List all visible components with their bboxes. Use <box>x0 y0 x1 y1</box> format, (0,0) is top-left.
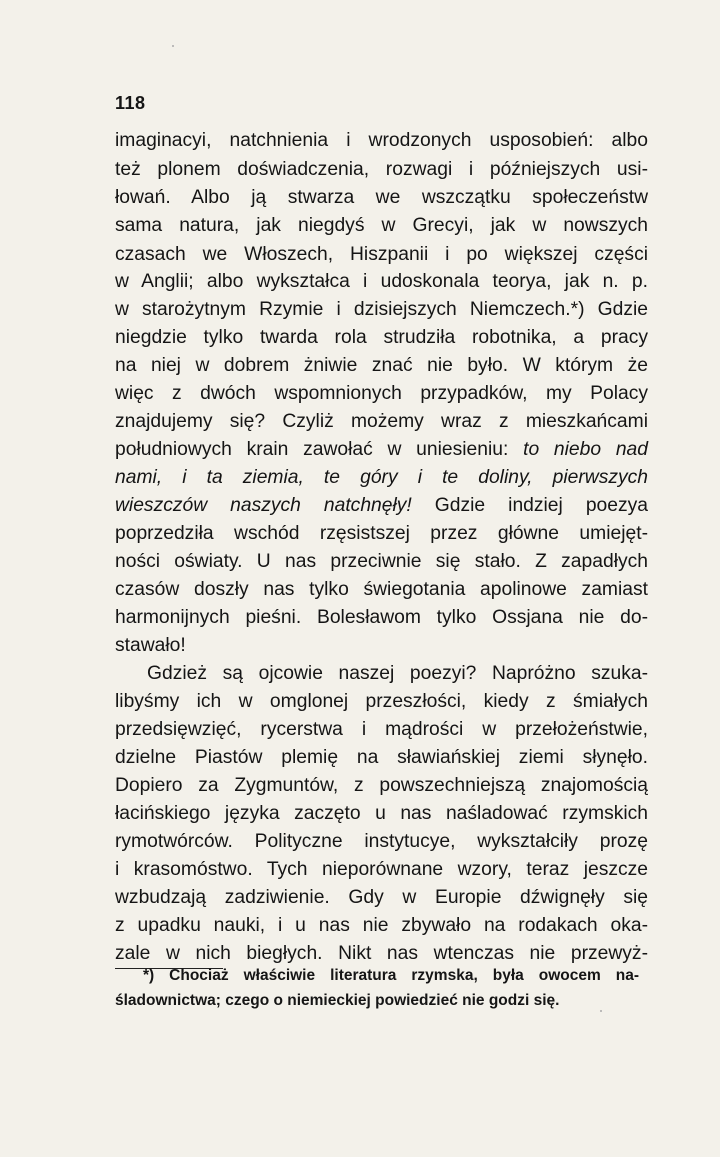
text-line <box>115 437 648 462</box>
text-line: wzbudzają zadziwienie. Gdy w Europie dźwignęły się <box>115 887 648 908</box>
text-line: na niej w dobrem żniwie znać nie było. W którym że <box>115 355 648 376</box>
text-line: zale w nich biegłych. Nikt nas wtenczas nie przewyż- <box>115 943 648 964</box>
text-line: znajdujemy się? Czyliż możemy wraz z mieszkańcami <box>115 411 648 432</box>
scan-speck <box>172 45 174 47</box>
text-line: libyśmy ich w omglonej przeszłości, kiedy z śmiałych <box>115 691 648 712</box>
text-line: i krasomóstwo. Tych nieporównane wzory, teraz jeszcze <box>115 859 648 880</box>
text-line: przedsięwzięć, rycerstwa i mądrości w przełożeństwie, <box>115 719 648 740</box>
text-span: Gdzie indziej poezya <box>411 495 648 516</box>
text-line: łacińskiego języka zaczęto u nas naśladować rzymskich <box>115 803 648 824</box>
text-span: południowych krain zawołać w uniesieniu: <box>115 439 524 460</box>
scan-speck <box>600 1010 602 1012</box>
footnote-line: *) Chociaż właściwie literatura rzymska, była owocem na- <box>143 967 639 984</box>
italic-quote-line: nami, i ta ziemia, te góry i te doliny, pierwszych <box>115 467 648 488</box>
text-line: w Anglii; albo wykształca i udoskonala teorya, jak n. p. <box>115 271 648 292</box>
text-line: więc z dwóch wspomnionych przypadków, my Polacy <box>115 383 648 404</box>
italic-quote: wieszczów naszych natchnęły! <box>115 495 412 516</box>
text-line: imaginacyi, natchnienia i wrodzonych usposobień: albo <box>115 130 648 151</box>
text-line: harmonijnych pieśni. Bolesławom tylko Ossjana nie do- <box>115 607 648 628</box>
italic-quote: to niebo nad <box>523 439 648 460</box>
text-line: ności oświaty. U nas przeciwnie się stało. Z zapadłych <box>115 551 648 572</box>
text-line: rymotwórców. Polityczne instytucye, wykształciły prozę <box>115 831 648 852</box>
text-line <box>115 493 648 518</box>
text-line: poprzedziła wschód rzęsistszej przez główne umiejęt- <box>115 523 648 544</box>
text-line: łowań. Albo ją stwarza we wszczątku społeczeństw <box>115 187 648 208</box>
text-line: dzielne Piastów plemię na sławiańskiej ziemi słynęło. <box>115 747 648 768</box>
text-line: czasach we Włoszech, Hiszpanii i po większej części <box>115 244 648 265</box>
text-line: w starożytnym Rzymie i dzisiejszych Niemczech.*) Gdzie <box>115 299 648 320</box>
text-line: stawało! <box>115 635 186 656</box>
text-line: Dopiero za Zygmuntów, z powszechniejszą znajomością <box>115 775 648 796</box>
footnote-line: śladownictwa; czego o niemieckiej powiedzieć nie godzi się. <box>115 992 560 1009</box>
text-line: niegdzie tylko twarda rola strudziła robotnika, a pracy <box>115 327 648 348</box>
text-line: czasów doszły nas tylko świegotania apolinowe zamiast <box>115 579 648 600</box>
text-line: sama natura, jak niegdyś w Grecyi, jak w nowszych <box>115 215 648 236</box>
page-number: 118 <box>115 93 146 113</box>
text-line: z upadku nauki, i u nas nie zbywało na rodakach oka- <box>115 915 648 936</box>
text-line: też plonem doświadczenia, rozwagi i późniejszych usi- <box>115 159 648 180</box>
text-line: Gdzież są ojcowie naszej poezyi? Napróżno szuka- <box>147 663 648 684</box>
